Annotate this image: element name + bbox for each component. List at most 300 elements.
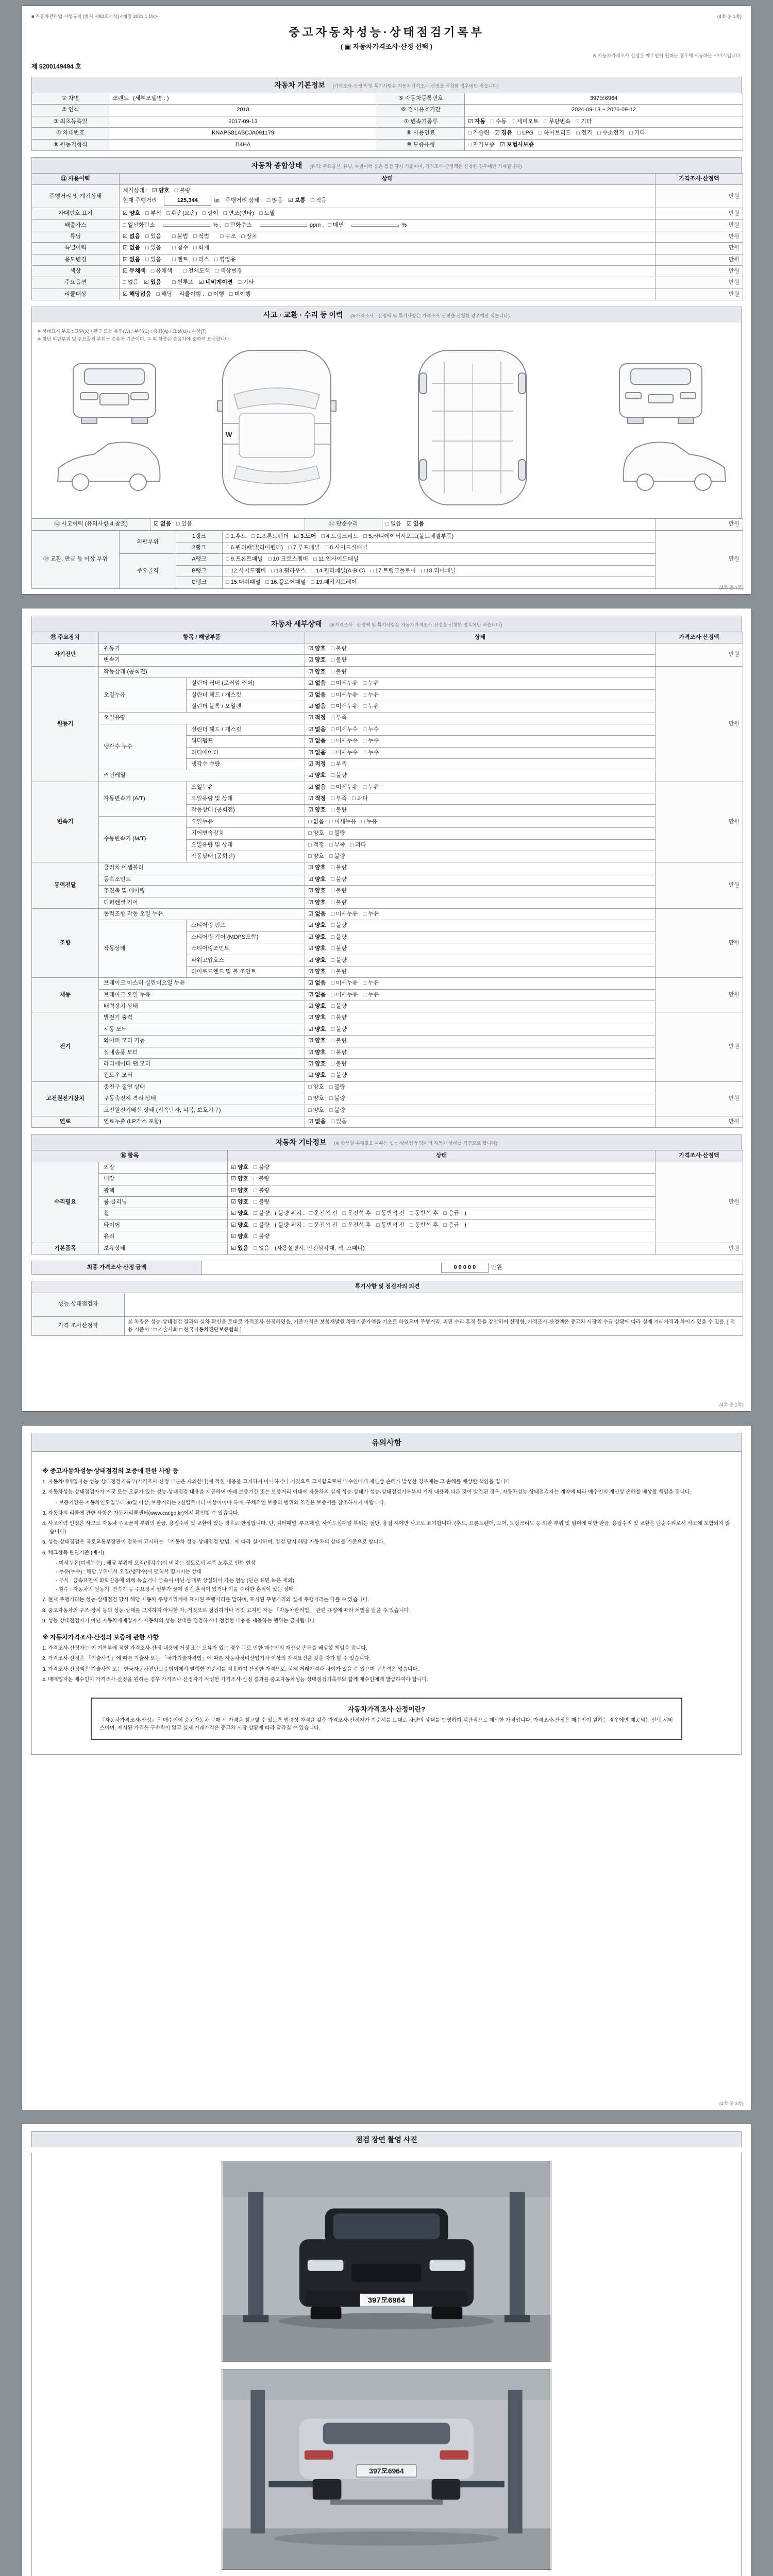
checkbox-label: 기타 [581, 118, 592, 125]
checkbox[interactable] [225, 222, 252, 229]
checkbox[interactable] [226, 533, 246, 540]
checkbox[interactable] [363, 991, 379, 999]
checkbox[interactable] [254, 1187, 270, 1195]
form-cell: 오일누유 [99, 678, 187, 713]
checkbox[interactable] [176, 520, 192, 528]
checkbox[interactable] [311, 197, 327, 205]
checkbox-label: 3.도어 [300, 533, 316, 539]
checkbox-label: 전기 [581, 130, 593, 137]
checkbox[interactable] [370, 567, 416, 575]
checkbox[interactable] [407, 520, 424, 528]
text: ) [464, 1210, 466, 1217]
form-cell [305, 770, 656, 782]
checkbox[interactable] [145, 256, 161, 264]
checkbox[interactable] [172, 233, 188, 241]
checkbox[interactable] [231, 1164, 248, 1172]
checkbox[interactable] [331, 772, 347, 779]
checkbox[interactable] [254, 1233, 270, 1241]
checkbox[interactable] [329, 853, 345, 860]
checkbox[interactable] [443, 1210, 459, 1217]
checkbox-label: 양호 [313, 830, 324, 837]
form-cell: 디퍼렌셜 기어 [99, 897, 305, 908]
checkbox[interactable] [308, 991, 326, 999]
checkbox[interactable] [308, 645, 326, 653]
checkbox[interactable] [166, 210, 197, 217]
checkbox[interactable] [331, 1049, 347, 1057]
checkbox[interactable] [331, 991, 358, 999]
checkbox[interactable] [331, 703, 358, 710]
checkbox[interactable] [313, 555, 359, 563]
checkbox-icon: □ [363, 680, 366, 687]
checkbox[interactable] [193, 244, 209, 252]
checkbox[interactable] [410, 1210, 438, 1217]
notice-item: 4. 매매업자는 매수인이 가격조사·산정을 원하는 경우 가격조사·산정자가 작성한 가격조사·산정 결과를 중고자동차성능·상태점검기록부와 함께 매수인에게 발급하여야 합니다. [42, 1677, 429, 1683]
checkbox[interactable] [331, 760, 347, 768]
checkbox[interactable] [331, 726, 358, 734]
form-cell: 연료누출 (LP가스 포함) [99, 1116, 305, 1128]
checkbox[interactable] [254, 1175, 270, 1183]
checkbox-icon: □ [385, 521, 389, 528]
checkbox-label: 양호 [314, 957, 326, 963]
checkbox[interactable] [267, 197, 283, 205]
diagram-legend-2: ※ 하단 외판부위 및 주요골격 부위는 승용차 기준이며, 그 외 차종은 승용차에 준하여 표시합니다. [37, 336, 231, 342]
checkbox[interactable] [308, 760, 326, 768]
checkbox[interactable] [259, 210, 275, 217]
checkbox[interactable] [308, 680, 326, 687]
price-definition-title: 자동차가격조사·산정이란? [347, 1705, 426, 1713]
checkbox-label: 없음 [160, 521, 172, 528]
checkbox[interactable] [329, 818, 356, 826]
checkbox-label: 수소전기 [602, 130, 625, 137]
checkbox-label: 불량 [335, 1026, 347, 1032]
form-cell: 라디에이터 [187, 747, 305, 758]
checkbox[interactable] [376, 1210, 405, 1217]
checkbox[interactable] [331, 1014, 347, 1022]
checkbox[interactable] [309, 1222, 337, 1229]
form-cell: 리콜대상 [32, 289, 120, 300]
checkbox[interactable] [308, 934, 326, 941]
checkbox[interactable] [308, 806, 326, 814]
form-cell: 등속조인트 [99, 874, 305, 885]
form-cell: 차대번호 표기 [32, 208, 120, 219]
form-cell [305, 816, 656, 827]
checkbox[interactable] [241, 233, 257, 241]
checkbox[interactable] [154, 520, 171, 528]
checkbox-label: 불량 [258, 1176, 270, 1182]
checkbox[interactable] [363, 726, 379, 734]
checkbox[interactable] [254, 1210, 270, 1217]
checkbox[interactable] [308, 876, 326, 884]
checkbox-label: 양호 [314, 1026, 326, 1032]
checkbox[interactable] [193, 256, 209, 264]
checkbox[interactable] [152, 187, 170, 195]
checkbox[interactable] [331, 737, 358, 745]
form-cell: 상태 [228, 1150, 656, 1162]
checkbox[interactable] [215, 267, 242, 275]
checkbox[interactable] [308, 910, 326, 918]
checkbox[interactable] [203, 210, 219, 217]
checkbox[interactable] [226, 555, 263, 563]
checkbox[interactable] [331, 691, 358, 699]
checkbox[interactable] [443, 1222, 459, 1229]
checkbox[interactable] [308, 1049, 326, 1057]
checkbox[interactable] [226, 567, 266, 575]
checkbox[interactable] [376, 1222, 405, 1229]
checkbox-label: 양호 [129, 210, 141, 217]
checkbox-label: 양호 [237, 1222, 249, 1228]
checkbox[interactable] [308, 922, 326, 929]
checkbox[interactable] [331, 1037, 347, 1045]
checkbox-label: 양호 [313, 1095, 324, 1102]
checkbox[interactable] [308, 1107, 324, 1114]
checkbox-icon: □ [309, 1222, 313, 1228]
form-cell: 오일유량 [99, 713, 305, 724]
checkbox[interactable] [331, 864, 347, 872]
checkbox[interactable] [331, 1118, 347, 1126]
checkbox-icon: □ [259, 210, 263, 217]
checkbox[interactable] [231, 1175, 248, 1183]
checkbox[interactable] [331, 680, 358, 687]
notice-subitem: - 미세누유(미세누수) : 해당 부위에 오일(냉각수)이 비치는 정도로서 부품 노후로 인한 현상 [56, 1561, 256, 1567]
checkbox[interactable] [597, 129, 624, 137]
form-cell: 만원 [656, 531, 743, 588]
checkbox[interactable] [199, 279, 233, 286]
checkbox[interactable] [172, 256, 188, 264]
checkbox[interactable] [329, 1095, 345, 1103]
checkbox[interactable] [331, 922, 347, 929]
checkbox-label: 양호 [237, 1187, 249, 1194]
checkbox[interactable] [145, 233, 161, 241]
checkbox[interactable] [331, 749, 358, 757]
checkbox[interactable] [226, 544, 283, 552]
checkbox[interactable] [421, 567, 456, 575]
checkbox[interactable] [268, 555, 308, 563]
checkbox-icon: □ [156, 291, 160, 297]
notice-item: 2. 가격조사·산정은 「기술사법」에 따른 기술사 또는 「국가기술자격법」에 따른 자동차정비산업기사 이상의 자격요건을 갖춘 자가 할 수 있습니다. [42, 1656, 371, 1662]
checkbox[interactable] [123, 267, 146, 275]
checkbox[interactable] [208, 291, 224, 298]
checkbox[interactable] [229, 291, 251, 298]
checkbox-icon: □ [331, 991, 334, 998]
checkbox[interactable] [363, 784, 379, 791]
checkbox-label: 누유 [366, 818, 378, 825]
checkbox[interactable] [468, 129, 490, 137]
form-cell: 광택 [99, 1185, 228, 1196]
section-title-overall: 자동차 종합상태 [251, 161, 303, 170]
checkbox[interactable] [363, 680, 379, 687]
checkbox[interactable] [539, 129, 571, 137]
checkbox[interactable] [331, 645, 347, 653]
checkbox[interactable] [288, 544, 320, 552]
checkbox[interactable] [308, 656, 326, 664]
text: (사용설명서, 안전삼각대, 잭, 스패너) [275, 1245, 365, 1251]
checkbox[interactable] [308, 1037, 326, 1045]
checkbox-label: 보통 [294, 197, 306, 204]
checkbox[interactable] [331, 668, 347, 676]
checkbox-checked-icon: ☑ [154, 521, 159, 528]
form-cell: 가격조사·산정액 [656, 173, 743, 184]
text: 쏘렌토 [112, 95, 129, 101]
notice-subitem: - 보증기간은 자동차인도일부터 30일 이상, 보증거리는 2천킬로미터 이상이어야 하며, 구체적인 보증의 범위와 조건은 보증서를 참조하시기 바랍니다. [56, 1500, 385, 1506]
checkbox[interactable] [172, 244, 188, 252]
checkbox[interactable] [311, 579, 357, 586]
checkbox[interactable] [495, 129, 512, 137]
checkbox-label: 양호 [237, 1210, 249, 1217]
checkbox[interactable] [308, 795, 326, 803]
checkbox[interactable] [331, 784, 358, 791]
page-2 [22, 608, 751, 1412]
checkbox[interactable] [308, 1072, 326, 1079]
checkbox[interactable] [352, 795, 368, 803]
checkbox[interactable] [308, 1118, 326, 1126]
form-cell [228, 1219, 656, 1231]
checkbox[interactable] [123, 222, 155, 229]
checkbox[interactable] [325, 544, 368, 552]
checkbox[interactable] [308, 668, 326, 676]
checkbox[interactable] [220, 233, 236, 241]
checkbox[interactable] [254, 1164, 270, 1172]
checkbox[interactable] [231, 1222, 248, 1229]
notice-items-2 [42, 1645, 731, 1684]
checkbox[interactable] [363, 533, 453, 540]
checkbox[interactable] [329, 829, 345, 837]
checkbox-label: 있음 [150, 256, 162, 263]
checkbox[interactable] [331, 934, 347, 941]
checkbox[interactable] [308, 1095, 324, 1103]
checkbox[interactable] [308, 1083, 324, 1091]
checkbox[interactable] [288, 197, 306, 205]
checkbox-label: 부족 [335, 760, 347, 767]
checkbox[interactable] [468, 141, 495, 149]
checkbox[interactable] [363, 703, 379, 710]
checkbox[interactable] [231, 1198, 248, 1206]
checkbox[interactable] [331, 910, 358, 918]
checkbox[interactable] [328, 222, 344, 229]
checkbox[interactable] [254, 1198, 270, 1206]
checkbox[interactable] [308, 899, 326, 907]
checkbox[interactable] [308, 691, 326, 699]
checkbox-checked-icon: ☑ [308, 1003, 313, 1010]
checkbox[interactable] [254, 1245, 270, 1252]
checkbox-label: 불량 [179, 188, 191, 194]
checkbox-icon: □ [443, 1222, 447, 1228]
checkbox-icon: □ [363, 749, 366, 756]
form-cell: 원동기 [32, 666, 99, 782]
checkbox[interactable] [156, 291, 172, 298]
checkbox[interactable] [331, 806, 347, 814]
checkbox[interactable] [363, 979, 379, 987]
checkbox[interactable] [226, 579, 260, 586]
form-cell: 외판부위 [120, 531, 176, 554]
checkbox[interactable] [308, 957, 326, 964]
checkbox[interactable] [308, 1060, 326, 1068]
checkbox[interactable] [363, 737, 379, 745]
checkbox[interactable] [517, 129, 534, 137]
checkbox[interactable] [331, 957, 347, 964]
checkbox-icon: □ [576, 118, 580, 125]
checkbox[interactable] [308, 979, 326, 987]
checkbox[interactable] [576, 129, 592, 137]
checkbox[interactable] [308, 714, 326, 722]
checkbox-icon: □ [491, 118, 494, 125]
checkbox[interactable] [123, 210, 140, 217]
checkbox[interactable] [331, 1060, 347, 1068]
checkbox[interactable] [251, 533, 289, 540]
checkbox[interactable] [308, 772, 326, 779]
form-cell: 오일유량 및 상태 [187, 839, 305, 851]
checkbox[interactable] [576, 118, 592, 126]
form-cell: 만원 [656, 219, 743, 231]
checkbox[interactable] [331, 887, 347, 895]
checkbox-icon: □ [539, 130, 543, 137]
checkbox[interactable] [254, 1222, 270, 1229]
checkbox-label: 누수 [367, 738, 379, 744]
checkbox[interactable] [308, 945, 326, 953]
checkbox[interactable] [231, 1210, 248, 1217]
checkbox[interactable] [308, 829, 324, 837]
checkbox-checked-icon: ☑ [308, 715, 313, 721]
checkbox[interactable] [309, 1210, 337, 1217]
checkbox[interactable] [123, 256, 140, 264]
checkbox[interactable] [214, 256, 236, 264]
checkbox[interactable] [238, 279, 254, 286]
diagram-legend-1: ※ 상태표시 부호 : 교환(X) / 판금 또는 용접(W) / 부식(C) / 흠집(A) / 요철(U) / 손상(T) [37, 329, 207, 334]
exchange-repair-parts-table [31, 531, 742, 589]
checkbox[interactable] [175, 187, 191, 195]
checkbox[interactable] [343, 1222, 371, 1229]
checkbox-label: 부족 [334, 841, 345, 848]
checkbox[interactable] [294, 533, 316, 540]
form-cell: 성능·상태점검자 [32, 1293, 125, 1316]
checkbox-icon: □ [331, 795, 334, 802]
checkbox-label: 과다 [355, 841, 366, 848]
checkbox[interactable] [271, 567, 306, 575]
checkbox[interactable] [363, 691, 379, 699]
checkbox[interactable] [308, 818, 324, 826]
checkbox-label: 변조(변타) [228, 210, 254, 217]
checkbox[interactable] [329, 1107, 345, 1114]
checkbox-icon: □ [254, 1176, 257, 1182]
form-cell [109, 93, 377, 105]
checkbox[interactable] [331, 656, 347, 664]
checkbox[interactable] [308, 749, 326, 757]
checkbox-label: 없음 [314, 680, 326, 687]
checkbox[interactable] [329, 1083, 345, 1091]
checkbox[interactable] [123, 279, 139, 286]
checkbox[interactable] [308, 864, 326, 872]
checkbox[interactable] [231, 1245, 248, 1252]
checkbox-label: 9.프론트패널 [230, 556, 263, 563]
checkbox[interactable] [145, 244, 161, 252]
checkbox[interactable] [265, 579, 306, 586]
checkbox[interactable] [350, 841, 366, 849]
form-cell: 실린더 블록 / 오일팬 [187, 701, 305, 712]
checkbox-label: 불량 [335, 1072, 347, 1079]
checkbox[interactable] [183, 267, 210, 275]
text [166, 279, 168, 285]
checkbox[interactable] [145, 210, 161, 217]
checkbox[interactable] [308, 853, 324, 860]
checkbox[interactable] [151, 267, 173, 275]
checkbox[interactable] [410, 1222, 438, 1229]
checkbox[interactable] [363, 910, 379, 918]
checkbox-label: 구조 [225, 233, 236, 240]
checkbox-label: 적정 [314, 760, 326, 767]
document-number: 제 5200149494 호 [31, 63, 81, 70]
checkbox-label: 양호 [314, 772, 326, 779]
checkbox-label: 14.필러패널(A·B·C) [316, 567, 365, 574]
checkbox[interactable] [308, 1014, 326, 1022]
checkbox[interactable] [544, 118, 570, 126]
checkbox[interactable] [172, 279, 194, 286]
checkbox[interactable] [331, 795, 347, 803]
checkbox[interactable] [231, 1233, 248, 1241]
checkbox[interactable] [500, 141, 534, 149]
checkbox[interactable] [361, 818, 377, 826]
checkbox[interactable] [331, 979, 358, 987]
checkbox[interactable] [331, 1003, 347, 1010]
checkbox[interactable] [308, 703, 326, 710]
checkbox-icon: □ [202, 210, 206, 217]
checkbox[interactable] [512, 118, 539, 126]
checkbox[interactable] [308, 784, 326, 791]
checkbox[interactable] [329, 841, 345, 849]
checkbox[interactable] [363, 749, 379, 757]
checkbox[interactable] [331, 714, 347, 722]
checkbox[interactable] [308, 726, 326, 734]
checkbox[interactable] [193, 233, 209, 241]
text [166, 245, 168, 251]
checkbox[interactable] [308, 841, 324, 849]
form-cell: 전기 [32, 1012, 99, 1081]
checkbox-label: 불법 [177, 233, 189, 240]
checkbox-label: 양호 [237, 1176, 249, 1182]
checkbox[interactable] [311, 567, 365, 575]
checkbox[interactable] [123, 291, 151, 298]
checkbox[interactable] [331, 945, 347, 953]
checkbox[interactable] [331, 899, 347, 907]
checkbox[interactable] [308, 1003, 326, 1010]
checkbox[interactable] [343, 1210, 371, 1217]
checkbox[interactable] [123, 244, 140, 252]
checkbox[interactable] [491, 118, 507, 126]
checkbox-icon: □ [254, 1198, 257, 1205]
text: ppm , [309, 222, 324, 228]
checkbox[interactable] [331, 968, 347, 976]
checkbox[interactable] [468, 118, 485, 126]
checkbox[interactable] [123, 233, 140, 241]
checkbox-icon: □ [310, 197, 314, 204]
checkbox[interactable] [331, 1026, 347, 1033]
checkbox[interactable] [144, 279, 161, 286]
checkbox[interactable] [308, 737, 326, 745]
overall-table [31, 173, 743, 300]
checkbox[interactable] [331, 1072, 347, 1079]
checkbox[interactable] [321, 533, 358, 540]
checkbox[interactable] [385, 520, 401, 528]
section-title-detail: 자동차 세부상태 [271, 619, 322, 628]
checkbox[interactable] [308, 968, 326, 976]
form-cell [125, 1293, 743, 1316]
checkbox-icon: □ [331, 691, 334, 698]
checkbox[interactable] [629, 129, 645, 137]
checkbox[interactable] [308, 1026, 326, 1033]
checkbox[interactable] [231, 1187, 248, 1195]
checkbox[interactable] [308, 887, 326, 895]
form-cell: ⑫ 사고이력 (유의사항 4 참조) [32, 519, 150, 530]
checkbox[interactable] [223, 210, 254, 217]
checkbox[interactable] [331, 876, 347, 884]
